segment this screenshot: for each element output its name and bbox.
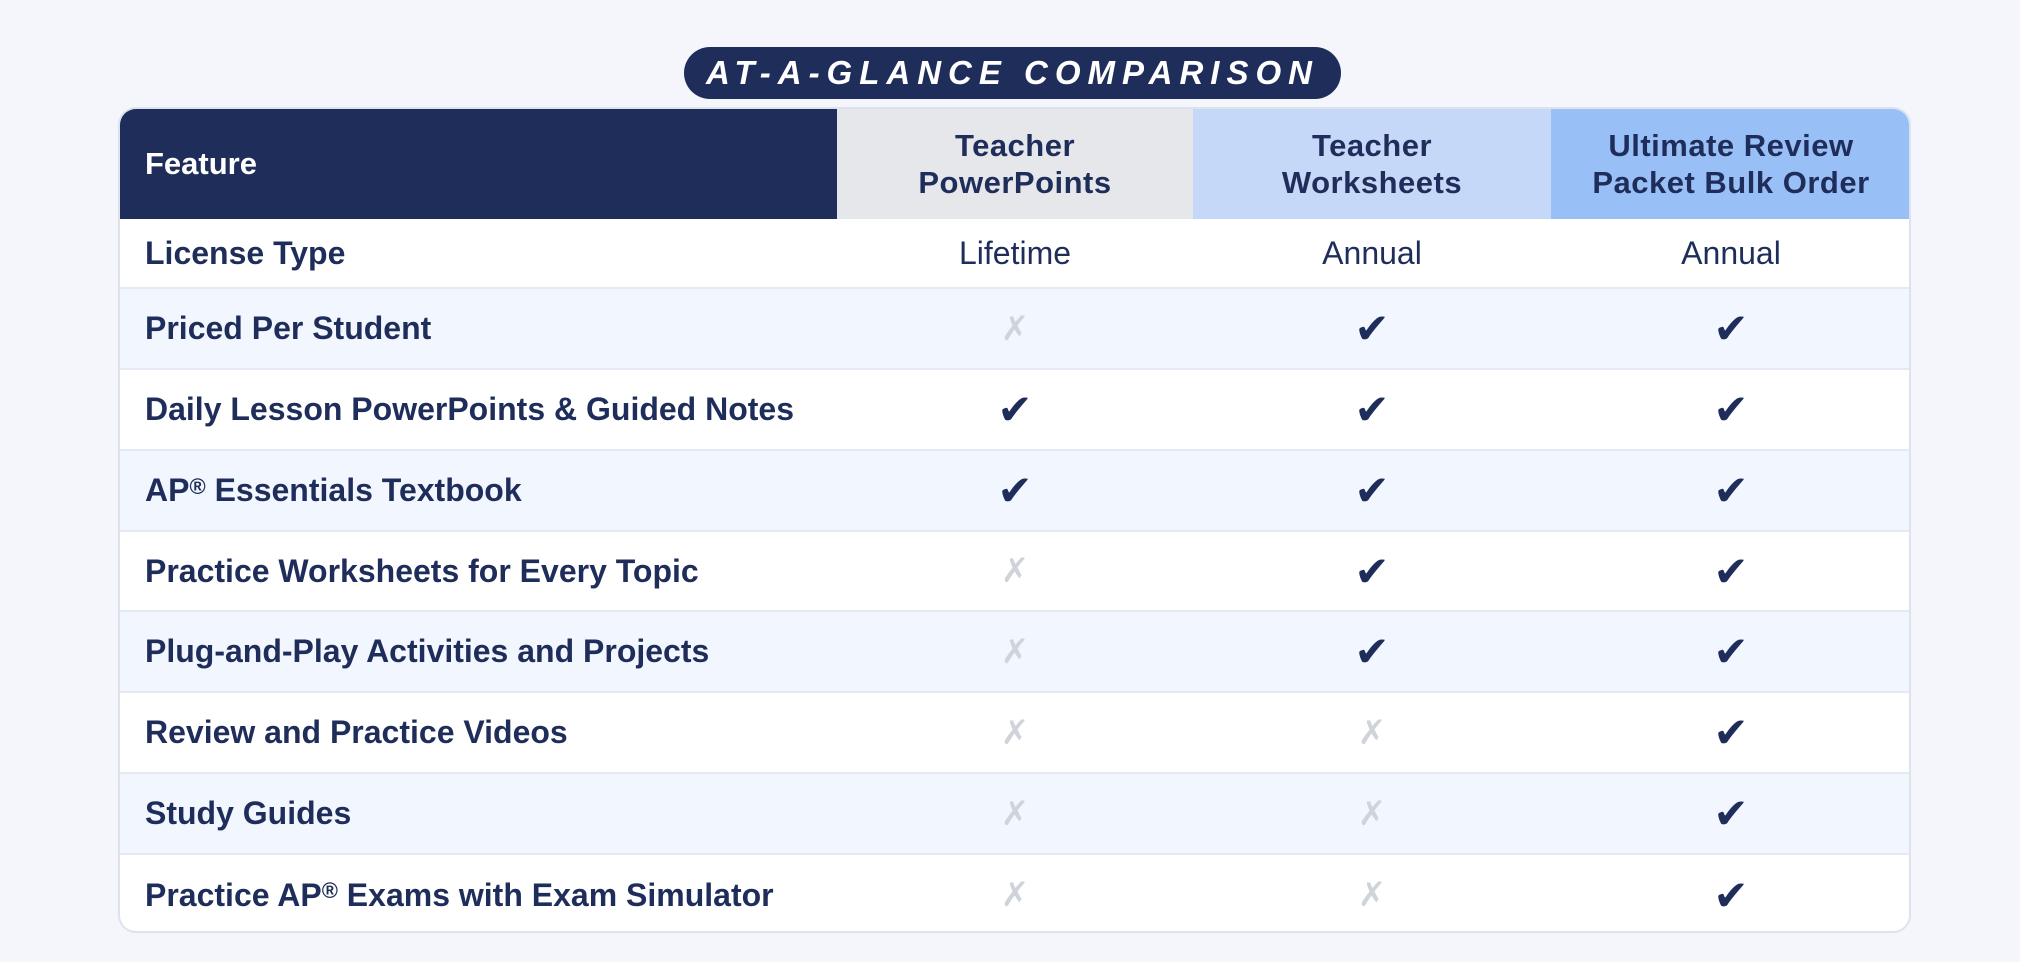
header-feature: Feature — [120, 109, 837, 219]
cell-included — [1551, 289, 1911, 368]
cross-icon: ✗ — [1000, 875, 1030, 915]
table-row — [120, 853, 1909, 933]
row-feature-label — [120, 693, 837, 772]
table-row — [120, 287, 1909, 368]
cell-included — [837, 370, 1193, 449]
check-icon: ✔ — [1713, 385, 1749, 434]
cell-included — [1551, 774, 1911, 853]
feature-text-pre: Practice AP — [145, 876, 322, 913]
cell-included — [1551, 693, 1911, 772]
check-icon: ✔ — [997, 466, 1033, 515]
row-feature-label — [120, 612, 837, 691]
cell-not-included — [837, 532, 1193, 610]
cell-not-included — [837, 289, 1193, 368]
header-teacher-powerpoints: Teacher PowerPoints — [837, 109, 1193, 219]
check-icon: ✔ — [1354, 546, 1390, 596]
header-ultimate-review-packet: Ultimate Review Packet Bulk Order — [1551, 109, 1911, 219]
registered-mark: ® — [321, 878, 338, 903]
comparison-table — [118, 107, 1911, 933]
row-feature-label — [120, 774, 837, 853]
registered-mark: ® — [189, 473, 206, 499]
cross-icon: ✗ — [1000, 631, 1030, 672]
feature-text: License Type — [145, 234, 346, 271]
row-feature-label — [120, 451, 837, 530]
comparison-title: AT-A-GLANCE COMPARISON — [684, 47, 1341, 99]
cell-included — [1193, 289, 1551, 368]
cell-included — [1551, 451, 1911, 530]
cell-not-included — [837, 855, 1193, 933]
cell-not-included — [1193, 693, 1551, 772]
header-teacher-worksheets: Teacher Worksheets — [1193, 109, 1551, 219]
cell-included — [1193, 532, 1551, 610]
check-icon: ✔ — [1713, 627, 1749, 676]
feature-text-post: Exams with Exam Simulator — [337, 876, 774, 913]
feature-text: Review and Practice Videos — [145, 714, 568, 750]
cell-value: Annual — [1681, 234, 1781, 271]
cell-included — [1193, 370, 1551, 449]
table-row — [120, 368, 1909, 449]
cell-not-included — [1193, 855, 1551, 933]
feature-text-pre: AP — [145, 472, 190, 508]
check-icon: ✔ — [1713, 466, 1749, 515]
check-icon: ✔ — [1713, 870, 1749, 920]
table-row — [120, 772, 1909, 853]
check-icon: ✔ — [1713, 304, 1749, 353]
check-icon: ✔ — [1354, 304, 1390, 353]
cell-included — [1551, 855, 1911, 933]
row-feature-label — [120, 532, 837, 610]
feature-text: Practice Worksheets for Every Topic — [145, 552, 699, 589]
check-icon: ✔ — [1354, 627, 1390, 676]
cell-value: Lifetime — [958, 234, 1072, 271]
check-icon: ✔ — [1713, 708, 1749, 757]
row-feature-label — [120, 855, 837, 933]
check-icon: ✔ — [1354, 385, 1390, 434]
cell-not-included — [837, 693, 1193, 772]
cell-not-included — [837, 612, 1193, 691]
cross-icon: ✗ — [1000, 793, 1030, 834]
table-body — [120, 219, 1909, 933]
cross-icon: ✗ — [1357, 793, 1387, 834]
cross-icon: ✗ — [1357, 712, 1387, 753]
check-icon: ✔ — [1713, 789, 1749, 838]
table-row — [120, 691, 1909, 772]
feature-text: Priced Per Student — [145, 310, 432, 346]
cross-icon: ✗ — [1000, 308, 1030, 349]
cell-included — [1193, 612, 1551, 691]
cell-included — [837, 451, 1193, 530]
row-feature-label — [120, 289, 837, 368]
cell-included — [1551, 370, 1911, 449]
cross-icon: ✗ — [1000, 551, 1030, 591]
cell-value: Annual — [1322, 234, 1422, 271]
cross-icon: ✗ — [1000, 712, 1030, 753]
table-row — [120, 219, 1909, 287]
table-row — [120, 610, 1909, 691]
cell-included — [1551, 532, 1911, 610]
table-row — [120, 449, 1909, 530]
feature-text: Plug-and-Play Activities and Projects — [145, 633, 710, 669]
feature-text: Daily Lesson PowerPoints & Guided Notes — [145, 391, 795, 427]
check-icon: ✔ — [1713, 546, 1749, 596]
feature-text-post: Essentials Textbook — [205, 472, 522, 508]
table-row — [120, 530, 1909, 610]
feature-text: Study Guides — [145, 795, 352, 831]
cell-included — [1551, 612, 1911, 691]
cell-included — [1193, 451, 1551, 530]
cell-not-included — [837, 774, 1193, 853]
row-feature-label — [120, 219, 837, 287]
check-icon: ✔ — [1354, 466, 1390, 515]
table-header — [120, 109, 1909, 219]
cross-icon: ✗ — [1357, 875, 1387, 915]
cell-not-included — [1193, 774, 1551, 853]
check-icon: ✔ — [997, 385, 1033, 434]
row-feature-label — [120, 370, 837, 449]
